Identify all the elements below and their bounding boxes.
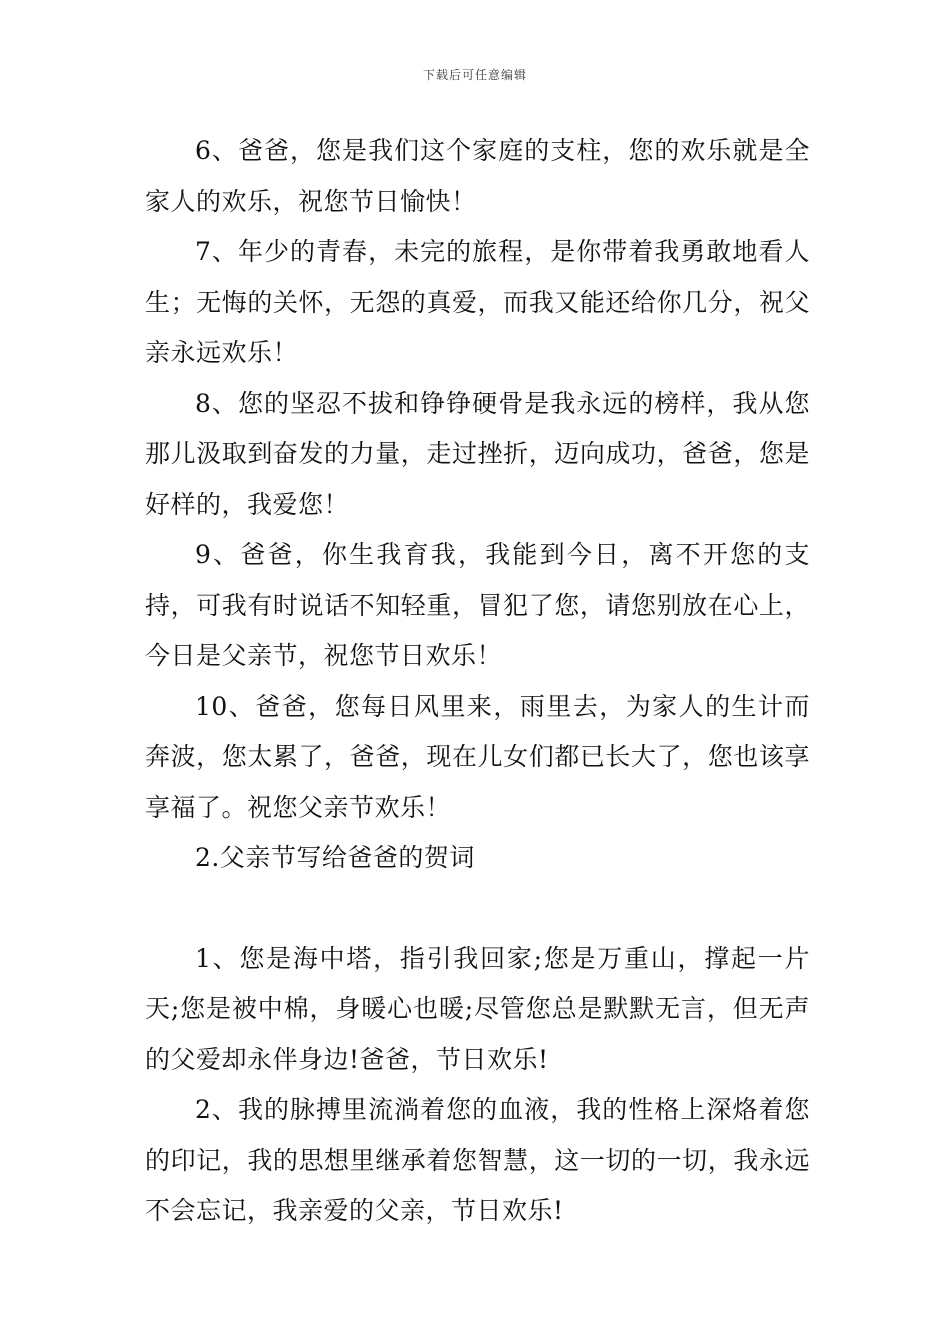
blank-line — [145, 884, 810, 934]
paragraph-6: 6、爸爸，您是我们这个家庭的支柱，您的欢乐就是全家人的欢乐，祝您节日愉快！ — [145, 136, 810, 216]
document-body — [145, 126, 810, 1237]
paragraph-7: 7、年少的青春，未完的旅程，是你带着我勇敢地看人生；无悔的关怀，无怨的真爱，而我又能还给你几分，祝父亲永远欢乐！ — [145, 237, 810, 367]
section-heading: 2.父亲节写给爸爸的贺词 — [195, 843, 475, 872]
paragraph-9: 9、爸爸，你生我育我，我能到今日，离不开您的支持，可我有时说话不知轻重，冒犯了您，请您别放在心上，今日是父亲节，祝您节日欢乐！ — [145, 540, 810, 670]
header-note: 下载后可任意编辑 — [422, 68, 527, 82]
greeting-paragraph-2: 2、我的脉搏里流淌着您的血液，我的性格上深烙着您的印记，我的思想里继承着您智慧，这一切的一切，我永远不会忘记，我亲爱的父亲，节日欢乐! — [145, 1095, 810, 1225]
paragraph-10: 10、爸爸，您每日风里来，雨里去，为家人的生计而奔波，您太累了，爸爸，现在儿女们都已长大了，您也该享享福了。祝您父亲节欢乐！ — [145, 691, 810, 822]
paragraph-8: 8、您的坚忍不拔和铮铮硬骨是我永远的榜样，我从您那儿汲取到奋发的力量，走过挫折，迈向成功，爸爸，您是好样的，我爱您！ — [145, 388, 810, 519]
greeting-paragraph-1: 1、您是海中塔，指引我回家;您是万重山，撑起一片天;您是被中棉，身暖心也暖;尽管您总是默默无言，但无声的父爱却永伴身边!爸爸，节日欢乐! — [145, 943, 810, 1074]
